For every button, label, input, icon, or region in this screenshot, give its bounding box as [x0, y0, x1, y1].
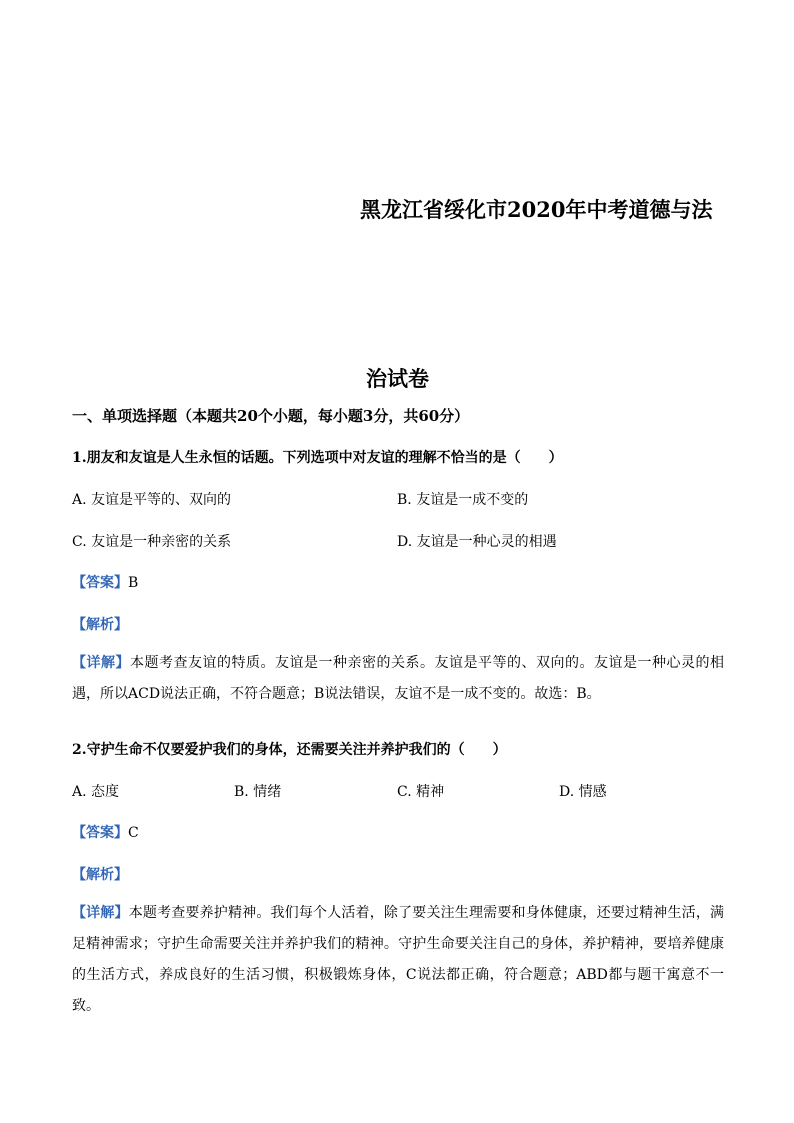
question-1-answer: [72, 572, 138, 592]
answer-label: 【答案】: [72, 825, 128, 841]
answer-label: 【答案】: [72, 575, 128, 591]
exam-title-line2: 治试卷: [366, 366, 429, 391]
question-1-option-a: A. 友谊是平等的、双向的: [72, 492, 232, 508]
section-heading: 一、单项选择题（本题共20个小题，每小题3分，共60分）: [72, 407, 470, 425]
question-2-detail: [72, 898, 724, 1022]
answer-value: B: [128, 575, 139, 591]
question-2-option-d: D. 情感: [559, 784, 607, 800]
question-2-answer: [72, 822, 139, 842]
question-2-stem: 2.守护生命不仅要爱护我们的身体，还需要关注并养护我们的（ ）: [72, 742, 507, 758]
question-2-option-c: C. 精神: [397, 784, 445, 800]
question-1-analysis-label: 【解析】: [72, 617, 128, 633]
detail-text: 本题考查友谊的特质。友谊是一种亲密的关系。友谊是平等的、双向的。友谊是一种心灵的相遇，所以ACD说法正确，不符合题意；B说法错误，友谊不是一成不变的。故选：B。: [72, 655, 724, 702]
question-1-detail: [72, 648, 724, 710]
question-2-option-a: A. 态度: [72, 784, 120, 800]
question-1-option-b: B. 友谊是一成不变的: [397, 492, 529, 508]
detail-label: 【详解】: [72, 655, 130, 671]
exam-title-line1: 黑龙江省绥化市2020年中考道德与法: [360, 197, 713, 222]
question-2-option-b: B. 情绪: [234, 784, 282, 800]
question-1-stem: 1.朋友和友谊是人生永恒的话题。下列选项中对友谊的理解不恰当的是（ ）: [72, 450, 563, 466]
question-2-analysis-label: 【解析】: [72, 867, 128, 883]
answer-value: C: [128, 825, 139, 841]
detail-text: 本题考查要养护精神。我们每个人活着，除了要关注生理需要和身体健康，还要过精神生活，满足精神需求；守护生命需要关注并养护我们的精神。守护生命要关注自己的身体，养护精神，要培养健康的生活方式，养成良好的生活习惯，积极锻炼身体，C说法都正确，符合题意；ABD都与题干寓意不一致。: [72, 905, 725, 1014]
question-1-option-d: D. 友谊是一种心灵的相遇: [397, 534, 557, 550]
question-1-option-c: C. 友谊是一种亲密的关系: [72, 534, 232, 550]
detail-label: 【详解】: [72, 905, 129, 921]
